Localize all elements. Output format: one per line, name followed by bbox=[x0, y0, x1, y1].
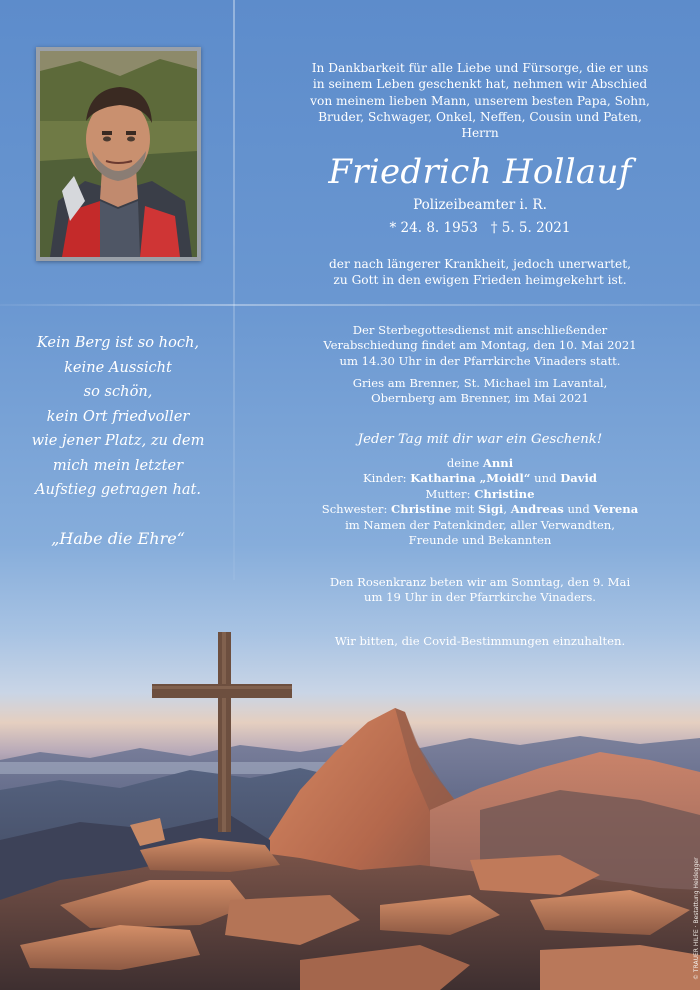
service-line: Verabschiedung findet am Montag, den 10. Mai 2021 bbox=[323, 338, 637, 353]
poem-line: mich mein letzter bbox=[52, 456, 184, 474]
places-line: Obernberg am Brenner, im Mai 2021 bbox=[371, 391, 589, 406]
family-line-sister bbox=[292, 502, 668, 517]
family-name: David bbox=[560, 471, 598, 486]
poem-line: kein Ort friedvoller bbox=[46, 407, 190, 425]
intro-line: In Dankbarkeit für alle Liebe und Fürsorge, die er uns bbox=[311, 61, 649, 75]
intro-line: Bruder, Schwager, Onkel, Neffen, Cousin und Paten, bbox=[318, 109, 642, 124]
portrait-image bbox=[40, 51, 197, 257]
intro-text bbox=[292, 60, 668, 141]
family-line-spouse bbox=[292, 456, 668, 471]
intro-line: in seinem Leben geschenkt hat, nehmen wir Abschied bbox=[312, 77, 648, 92]
family-name: Andreas bbox=[510, 502, 564, 517]
death-notice-line: der nach längerer Krankheit, jedoch unerwartet, bbox=[328, 257, 631, 271]
family-mourners bbox=[292, 456, 668, 548]
life-dates: * 24. 8. 1953 † 5. 5. 2021 bbox=[389, 220, 571, 236]
poem-line: Kein Berg ist so hoch, bbox=[36, 334, 200, 351]
intro-line: von meinem lieben Mann, unserem besten Papa, Sohn, bbox=[310, 93, 650, 108]
family-connector: , bbox=[503, 502, 511, 517]
vertical-divider bbox=[233, 0, 235, 580]
portrait-photo bbox=[36, 47, 201, 261]
family-connector: mit bbox=[451, 502, 479, 517]
service-line: Der Sterbegottesdienst mit anschließender bbox=[352, 323, 608, 337]
family-connector: und bbox=[530, 471, 561, 486]
rosary-line: um 19 Uhr in der Pfarrkirche Vinaders. bbox=[363, 590, 596, 605]
family-name: Christine bbox=[474, 486, 535, 501]
family-connector: und bbox=[563, 502, 594, 517]
photo-credit: © TRAUER HILFE · Bestattung Heidegger bbox=[693, 857, 700, 980]
places-and-date bbox=[292, 376, 668, 407]
horizontal-divider bbox=[0, 304, 700, 306]
family-name: Anni bbox=[482, 456, 514, 470]
covid-notice: Wir bitten, die Covid-Bestimmungen einzuhalten. bbox=[334, 634, 626, 648]
deceased-name: Friedrich Hollauf bbox=[328, 152, 632, 192]
service-line: um 14.30 Uhr in der Pfarrkirche Vinaders statt. bbox=[339, 353, 621, 368]
poem bbox=[20, 331, 216, 503]
funeral-service-info bbox=[292, 323, 668, 369]
family-line-others: im Namen der Patenkinder, aller Verwandten, bbox=[345, 517, 615, 532]
family-name: Sigi bbox=[478, 502, 504, 517]
death-notice bbox=[292, 256, 668, 289]
poem-line: keine Aussicht bbox=[64, 358, 172, 376]
poem-line: so schön, bbox=[83, 383, 153, 400]
family-label: Kinder: bbox=[362, 471, 411, 486]
family-name: Christine bbox=[391, 502, 452, 517]
family-line-mother bbox=[292, 487, 668, 502]
poem-line: wie jener Platz, zu dem bbox=[31, 432, 205, 449]
rosary-info bbox=[292, 575, 668, 606]
death-notice-line: zu Gott in den ewigen Frieden heimgekehrt ist. bbox=[333, 273, 627, 288]
family-label: Mutter: bbox=[425, 486, 475, 501]
family-label: deine bbox=[446, 456, 483, 470]
intro-line: Herrn bbox=[461, 126, 499, 141]
rosary-line: Den Rosenkranz beten wir am Sonntag, den 9. Mai bbox=[329, 575, 631, 589]
family-name: Verena bbox=[593, 502, 639, 517]
deceased-profession: Polizeibeamter i. R. bbox=[413, 197, 547, 213]
family-label: Schwester: bbox=[321, 502, 392, 517]
quote: „Habe die Ehre“ bbox=[51, 529, 185, 548]
places-line: Gries am Brenner, St. Michael im Lavantal, bbox=[352, 376, 608, 390]
family-line-children bbox=[292, 471, 668, 486]
poem-line: Aufstieg getragen hat. bbox=[34, 481, 202, 498]
motto: Jeder Tag mit dir war ein Geschenk! bbox=[357, 432, 603, 447]
family-name: Katharina „Moidl“ bbox=[410, 471, 531, 486]
family-line-others: Freunde und Bekannten bbox=[408, 533, 552, 548]
